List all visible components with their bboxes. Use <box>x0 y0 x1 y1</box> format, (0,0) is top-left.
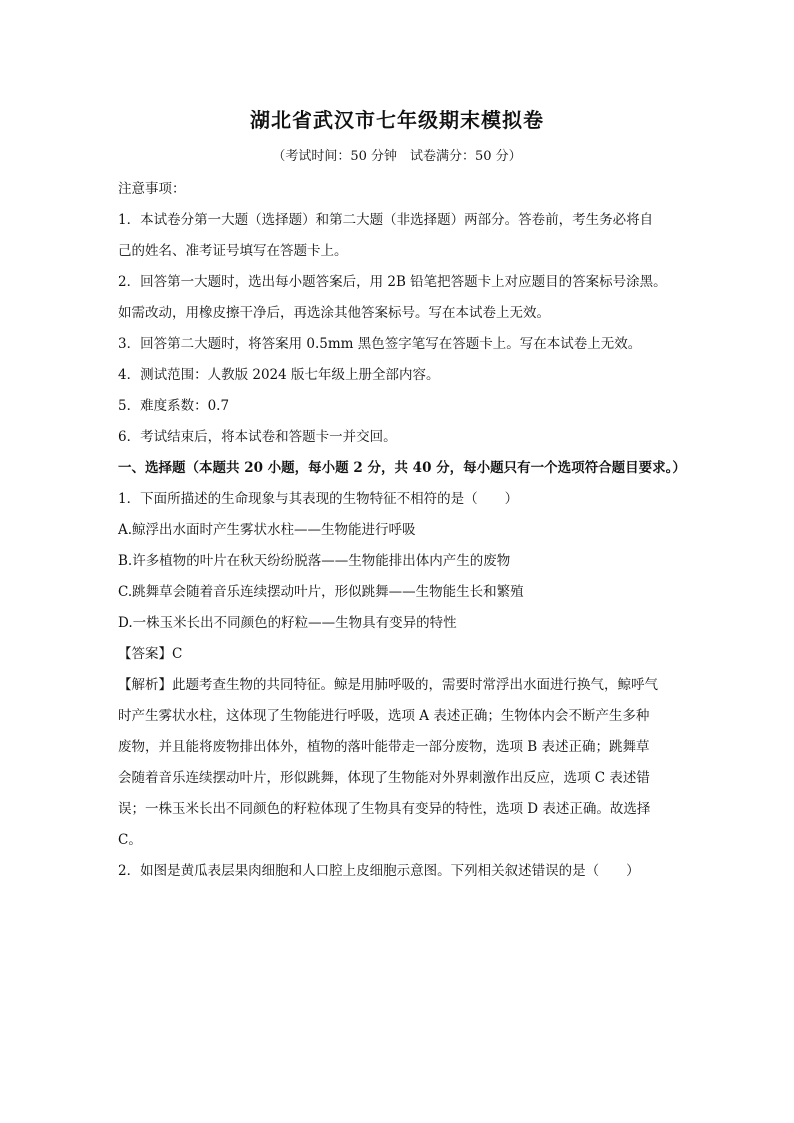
notice-line-8: 6．考试结束后，将本试卷和答题卡一并交回。 <box>118 429 397 445</box>
notice-line-4: 如需改动，用橡皮擦干净后，再选涂其他答案标号。写在本试卷上无效。 <box>118 305 550 321</box>
question-1-analysis-4: 会随着音乐连续摆动叶片，形似跳舞，体现了生物能对外界刺激作出反应，选项 C 表述错 <box>118 770 650 786</box>
question-1-answer: 【答案】C <box>118 646 183 662</box>
question-2-stem: 2．如图是黄瓜表层果肉细胞和人口腔上皮细胞示意图。下列相关叙述错误的是（ ） <box>118 863 640 879</box>
notice-line-5: 3．回答第二大题时，将答案用 0.5mm 黑色签字笔写在答题卡上。写在本试卷上无效。 <box>118 336 642 352</box>
exam-info-subtitle: （考试时间：50 分钟 试卷满分：50 分） <box>272 149 522 164</box>
exam-body <box>118 174 703 887</box>
question-1-option-b: B.许多植物的叶片在秋天纷纷脱落——生物能排出体内产生的废物 <box>118 553 511 569</box>
question-1-stem: 1．下面所描述的生命现象与其表现的生物特征不相符的是（ ） <box>118 491 519 507</box>
notice-heading: 注意事项： <box>118 181 186 197</box>
section-heading: 一、选择题（本题共 20 小题，每小题 2 分，共 40 分，每小题只有一个选项符合题目要求。） <box>118 460 686 476</box>
question-1-option-d: D.一株玉米长出不同颜色的籽粒——生物具有变异的特性 <box>118 615 457 631</box>
notice-line-3: 2．回答第一大题时，选出每小题答案后，用 2B 铅笔把答题卡上对应题目的答案标号涂黑。 <box>118 274 667 290</box>
notice-line-6: 4．测试范围：人教版 2024 版七年级上册全部内容。 <box>118 367 440 383</box>
question-1-analysis-2: 时产生雾状水柱，这体现了生物能进行呼吸，选项 A 表述正确；生物体内会不断产生多种 <box>118 708 650 724</box>
notice-line-1: 1．本试卷分第一大题（选择题）和第二大题（非选择题）两部分。答卷前，考生务必将自 <box>118 212 654 228</box>
question-1-analysis-6: C。 <box>118 832 142 848</box>
question-1-analysis-5: 误；一株玉米长出不同颜色的籽粒体现了生物具有变异的特性，选项 D 表述正确。故选择 <box>118 801 651 817</box>
question-1-option-c: C.跳舞草会随着音乐连续摆动叶片，形似跳舞——生物能生长和繁殖 <box>118 584 524 600</box>
notice-line-2: 己的姓名、准考证号填写在答题卡上。 <box>118 243 348 259</box>
page-title: 湖北省武汉市七年级期末模拟卷 <box>250 108 544 132</box>
question-1-option-a: A.鲸浮出水面时产生雾状水柱——生物能进行呼吸 <box>118 522 416 538</box>
notice-line-7: 5．难度系数：0.7 <box>118 398 230 414</box>
question-1-analysis-1: 【解析】此题考查生物的共同特征。鲸是用肺呼吸的，需要时常浮出水面进行换气，鲸呼气 <box>118 677 658 693</box>
question-1-analysis-3: 废物，并且能将废物排出体外，植物的落叶能带走一部分废物，选项 B 表述正确；跳舞草 <box>118 739 650 755</box>
